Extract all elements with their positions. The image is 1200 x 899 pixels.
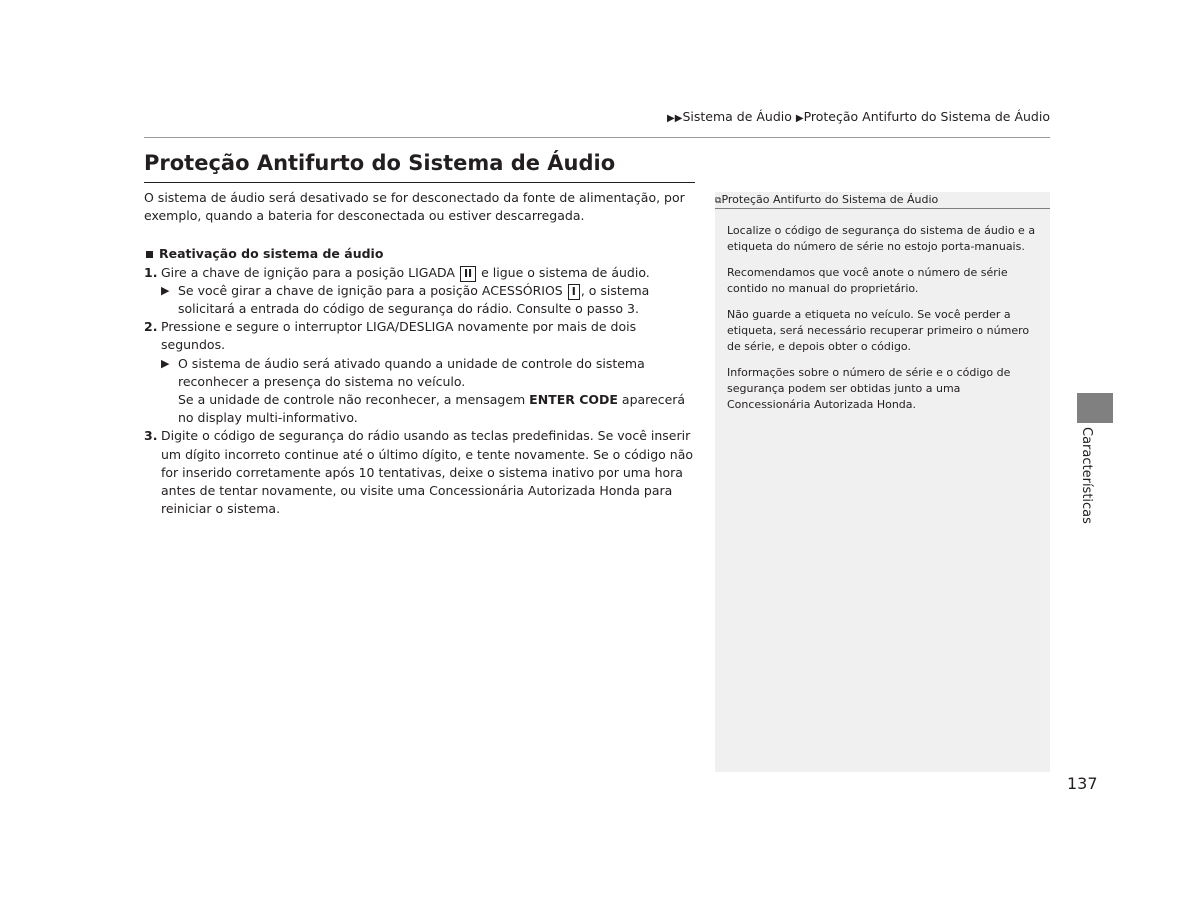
header-divider xyxy=(144,137,1050,138)
bullet-text: , o sistema solicitará a entrada do código de segurança do rádio. Consulte o passo 3. xyxy=(178,282,650,317)
bullet-continuation xyxy=(178,391,700,427)
step-2-bullet xyxy=(161,355,700,428)
step-1-bullet xyxy=(161,282,700,318)
sidebar-paragraph: Informações sobre o número de série e o código de segurança podem ser obtidas junto a uma Concessionária Autorizada Honda. xyxy=(727,366,1011,411)
intro-paragraph: O sistema de áudio será desativado se for desconectado da fonte de alimentação, por exemplo, quando a bateria for desconectada ou estiver descarregada. xyxy=(144,190,685,224)
breadcrumb-level2[interactable]: Proteção Antifurto do Sistema de Áudio xyxy=(803,109,1050,124)
section-heading-text: Reativação do sistema de áudio xyxy=(159,246,384,262)
sidebar-title-text: Proteção Antifurto do Sistema de Áudio xyxy=(721,193,939,206)
bullet-text: O sistema de áudio será ativado quando a unidade de controle do sistema reconhecer a presença do sistema no veículo. xyxy=(178,355,645,389)
triangle-icon: ▶ xyxy=(161,356,170,370)
sidebar-body xyxy=(715,209,1050,413)
title-underline xyxy=(144,182,695,183)
ignition-key-symbol: II xyxy=(460,266,476,282)
main-content xyxy=(144,189,700,518)
step-1 xyxy=(144,264,700,319)
step-2 xyxy=(144,318,700,427)
square-bullet-icon xyxy=(146,251,153,258)
enter-code-message: ENTER CODE xyxy=(529,392,618,408)
step-3 xyxy=(144,427,700,518)
step-text: e ligue o sistema de áudio. xyxy=(477,264,650,280)
triangle-icon: ▶ xyxy=(161,283,170,297)
breadcrumb xyxy=(667,109,1050,124)
step-number: 3. xyxy=(144,428,158,444)
chapter-tab-label: Características xyxy=(1079,427,1094,524)
reference-icon: ⧉ xyxy=(715,196,722,206)
step-number: 2. xyxy=(144,319,158,335)
chapter-tab[interactable] xyxy=(1077,393,1113,423)
double-triangle-icon: ▶▶ xyxy=(667,113,683,124)
step-text: Gire a chave de ignição para a posição LIGADA xyxy=(161,264,459,280)
breadcrumb-level1[interactable]: Sistema de Áudio xyxy=(682,109,792,124)
sidebar-note xyxy=(715,192,1050,772)
bullet-text: aparecerá no display multi-informativo. xyxy=(178,392,686,426)
section-heading xyxy=(144,245,700,263)
step-text: Digite o código de segurança do rádio usando as teclas predefinidas. Se você inserir um dígito incorreto continue até o último dígito, e tente novamente. Se o código não for inserido corretamente após 10 tentativas, deixe o sistema inativo por uma hora antes de tentar novamente, ou visite uma Concessionária Autorizada Honda para reiniciar o sistema. xyxy=(161,428,694,517)
sidebar-paragraph: Recomendamos que você anote o número de série contido no manual do proprietário. xyxy=(727,266,1008,295)
bullet-text: Se você girar a chave de ignição para a posição ACESSÓRIOS xyxy=(178,282,567,298)
sidebar-title xyxy=(715,192,1050,209)
page-title: Proteção Antifurto do Sistema de Áudio xyxy=(144,151,616,175)
step-text: Pressione e segure o interruptor LIGA/DESLIGA novamente por mais de dois segundos. xyxy=(161,319,637,353)
step-number: 1. xyxy=(144,264,158,280)
ignition-key-symbol: I xyxy=(568,284,580,300)
page-number: 137 xyxy=(1067,774,1098,793)
sidebar-paragraph: Não guarde a etiqueta no veículo. Se você perder a etiqueta, será necessário recuperar primeiro o número de série, e depois obter o código. xyxy=(727,308,1030,353)
sidebar-paragraph: Localize o código de segurança do sistema de áudio e a etiqueta do número de série no estojo porta-manuais. xyxy=(727,224,1036,253)
triangle-icon: ▶ xyxy=(795,113,804,124)
bullet-text: Se a unidade de controle não reconhecer, a mensagem xyxy=(178,392,530,408)
